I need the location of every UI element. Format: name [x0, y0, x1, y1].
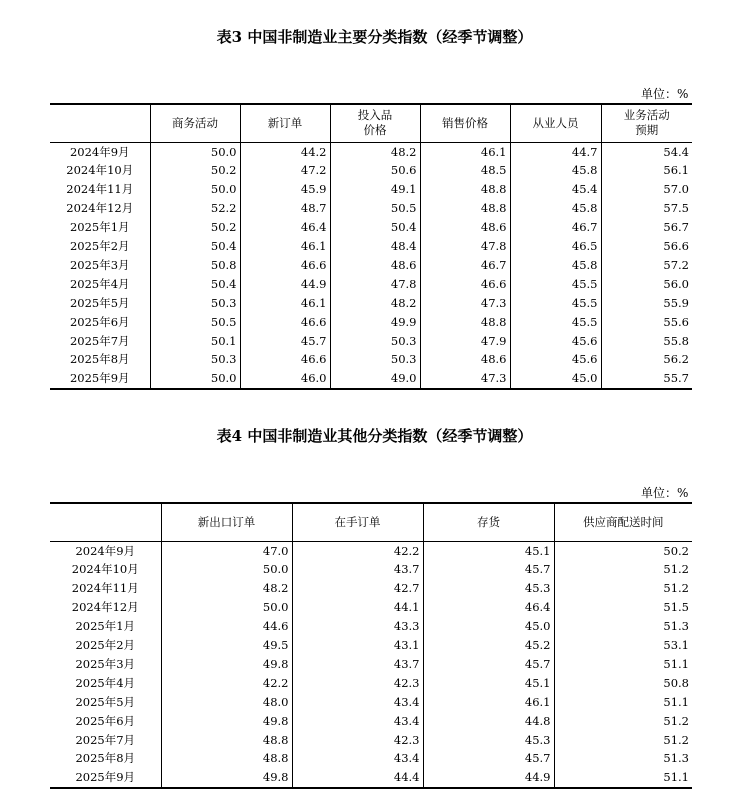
table-cell-value: 50.4 — [150, 237, 240, 256]
table4-header-supplier-delivery-time: 供应商配送时间 — [554, 503, 692, 541]
table-cell-value: 49.1 — [330, 180, 420, 199]
table-cell-value: 47.9 — [420, 332, 510, 351]
table-cell-value: 44.9 — [240, 275, 330, 294]
table-cell-value: 45.1 — [423, 541, 554, 560]
table-cell-value: 45.7 — [240, 332, 330, 351]
table-cell-value: 45.8 — [510, 199, 601, 218]
table-cell-value: 45.5 — [510, 294, 601, 313]
table-cell-value: 47.3 — [420, 369, 510, 389]
table-cell-value: 43.4 — [292, 749, 423, 768]
table-cell-value: 48.2 — [330, 142, 420, 161]
table-cell-value: 56.6 — [601, 237, 692, 256]
table-row — [50, 350, 692, 369]
table-cell-value: 46.6 — [240, 256, 330, 275]
table-row — [50, 541, 692, 560]
table-cell-value: 45.6 — [510, 350, 601, 369]
table-cell-value: 44.2 — [240, 142, 330, 161]
row-label-month: 2025年7月 — [75, 732, 136, 747]
table-cell-value: 44.8 — [423, 712, 554, 731]
table-row — [50, 560, 692, 579]
table-cell-value: 49.9 — [330, 313, 420, 332]
table-cell-value: 45.0 — [423, 617, 554, 636]
table-cell-value: 50.3 — [330, 350, 420, 369]
table-cell-value: 46.1 — [240, 294, 330, 313]
table-cell-value: 48.6 — [420, 350, 510, 369]
table-cell-value: 45.5 — [510, 275, 601, 294]
table-row — [50, 712, 692, 731]
table-cell-value: 44.4 — [292, 768, 423, 788]
table-cell-value: 50.3 — [150, 350, 240, 369]
table-cell-value: 42.3 — [292, 674, 423, 693]
table-cell-value: 47.8 — [330, 275, 420, 294]
row-label-month: 2024年12月 — [71, 600, 139, 615]
row-label-month: 2025年1月 — [69, 220, 130, 235]
table-cell-value: 51.5 — [554, 598, 692, 617]
table-row — [50, 332, 692, 351]
table-row — [50, 369, 692, 389]
table-cell-value: 50.2 — [150, 218, 240, 237]
row-label-month: 2025年5月 — [75, 694, 136, 709]
table-cell-value: 50.0 — [150, 369, 240, 389]
table-row — [50, 655, 692, 674]
table-cell-value: 48.6 — [330, 256, 420, 275]
table-cell-value: 50.6 — [330, 161, 420, 180]
table-cell-value: 50.0 — [150, 180, 240, 199]
table-cell-value: 55.9 — [601, 294, 692, 313]
table-cell-value: 49.0 — [330, 369, 420, 389]
table-cell-value: 46.6 — [240, 350, 330, 369]
row-label-month: 2024年12月 — [66, 201, 134, 216]
table4-header-inventory: 存货 — [423, 503, 554, 541]
table-cell-value: 47.8 — [420, 237, 510, 256]
table-cell-value: 45.1 — [423, 674, 554, 693]
table-row — [50, 180, 692, 199]
table-cell-value: 47.0 — [161, 541, 292, 560]
table-row — [50, 731, 692, 750]
table-cell-value: 45.7 — [423, 560, 554, 579]
table4-title: 表4 中国非制造业其他分类指数（经季节调整） — [216, 427, 533, 445]
table-cell-value: 48.6 — [420, 218, 510, 237]
table-cell-value: 43.7 — [292, 655, 423, 674]
table4 — [50, 502, 692, 789]
table-cell-value: 49.8 — [161, 712, 292, 731]
table-row — [50, 617, 692, 636]
table-cell-value: 45.7 — [423, 655, 554, 674]
table-cell-value: 43.7 — [292, 560, 423, 579]
table-cell-value: 45.2 — [423, 636, 554, 655]
table-cell-value: 50.3 — [150, 294, 240, 313]
table-row — [50, 598, 692, 617]
table-cell-value: 51.3 — [554, 617, 692, 636]
table-cell-value: 50.8 — [554, 674, 692, 693]
row-label-month: 2025年7月 — [69, 333, 130, 348]
table-cell-value: 42.7 — [292, 579, 423, 598]
row-label-month: 2025年3月 — [75, 656, 136, 671]
table-cell-value: 45.7 — [423, 749, 554, 768]
table-cell-value: 46.5 — [510, 237, 601, 256]
table-cell-value: 50.5 — [330, 199, 420, 218]
table-row — [50, 199, 692, 218]
row-label-month: 2025年6月 — [75, 713, 136, 728]
table-cell-value: 45.6 — [510, 332, 601, 351]
row-label-month: 2025年3月 — [69, 257, 130, 272]
table3-header-business-expectations — [601, 104, 692, 142]
table-cell-value: 44.6 — [161, 617, 292, 636]
table-row — [50, 294, 692, 313]
table-cell-value: 46.6 — [420, 275, 510, 294]
table-cell-value: 50.4 — [150, 275, 240, 294]
row-label-month: 2024年10月 — [66, 163, 134, 178]
table-cell-value: 48.7 — [240, 199, 330, 218]
header-text: 投入品 价格 — [357, 108, 393, 138]
table-cell-value: 46.0 — [240, 369, 330, 389]
table-row — [50, 693, 692, 712]
table-cell-value: 45.3 — [423, 579, 554, 598]
table3-header-business-activity: 商务活动 — [150, 104, 240, 142]
table-cell-value: 50.0 — [161, 598, 292, 617]
table-cell-value: 45.3 — [423, 731, 554, 750]
table4-unit-label: 单位：% — [641, 486, 689, 500]
table-cell-value: 48.8 — [420, 313, 510, 332]
table-row — [50, 256, 692, 275]
table-cell-value: 56.2 — [601, 350, 692, 369]
table-cell-value: 48.2 — [161, 579, 292, 598]
table3-title: 表3 中国非制造业主要分类指数（经季节调整） — [216, 28, 533, 46]
table-cell-value: 46.1 — [420, 142, 510, 161]
table-cell-value: 49.8 — [161, 768, 292, 788]
table-cell-value: 57.2 — [601, 256, 692, 275]
table-row — [50, 749, 692, 768]
table-cell-value: 51.2 — [554, 560, 692, 579]
table-cell-value: 57.5 — [601, 199, 692, 218]
table-cell-value: 51.2 — [554, 579, 692, 598]
table-cell-value: 42.3 — [292, 731, 423, 750]
table-cell-value: 50.4 — [330, 218, 420, 237]
row-label-month: 2025年8月 — [75, 751, 136, 766]
table-row — [50, 313, 692, 332]
table-cell-value: 48.8 — [161, 749, 292, 768]
table-cell-value: 50.1 — [150, 332, 240, 351]
table3-header-sales-prices: 销售价格 — [420, 104, 510, 142]
table-cell-value: 43.4 — [292, 693, 423, 712]
table-row — [50, 237, 692, 256]
table4-header-corner — [50, 503, 161, 541]
row-label-month: 2025年9月 — [50, 768, 161, 788]
table-cell-value: 50.5 — [150, 313, 240, 332]
table-cell-value: 47.2 — [240, 161, 330, 180]
table3-header-corner — [50, 104, 150, 142]
table-cell-value: 56.7 — [601, 218, 692, 237]
row-label-month: 2024年11月 — [66, 182, 134, 197]
table-cell-value: 50.2 — [554, 541, 692, 560]
row-label-month: 2024年9月 — [69, 144, 130, 159]
table-cell-value: 55.8 — [601, 332, 692, 351]
row-label-month: 2025年1月 — [75, 619, 136, 634]
table-cell-value: 45.9 — [240, 180, 330, 199]
table-cell-value: 48.4 — [330, 237, 420, 256]
table-cell-value: 48.0 — [161, 693, 292, 712]
table-cell-value: 50.2 — [150, 161, 240, 180]
table-cell-value: 44.7 — [510, 142, 601, 161]
table-cell-value: 51.2 — [554, 712, 692, 731]
row-label-month: 2025年6月 — [69, 314, 130, 329]
table-cell-value: 44.1 — [292, 598, 423, 617]
table-cell-value: 43.3 — [292, 617, 423, 636]
table-cell-value: 48.8 — [420, 180, 510, 199]
table-row — [50, 579, 692, 598]
table-cell-value: 51.3 — [554, 749, 692, 768]
table-cell-value: 46.6 — [240, 313, 330, 332]
table4-header-new-export-orders: 新出口订单 — [161, 503, 292, 541]
table-cell-value: 48.8 — [420, 199, 510, 218]
table-cell-value: 49.8 — [161, 655, 292, 674]
table-cell-value: 46.7 — [510, 218, 601, 237]
table3-unit-label: 单位：% — [641, 87, 689, 101]
row-label-month: 2025年5月 — [69, 295, 130, 310]
table-cell-value: 46.4 — [423, 598, 554, 617]
table-row — [50, 142, 692, 161]
table-cell-value: 52.2 — [150, 199, 240, 218]
table-cell-value: 45.8 — [510, 161, 601, 180]
table-row — [50, 636, 692, 655]
table-cell-value: 55.6 — [601, 313, 692, 332]
table-cell-value: 50.0 — [150, 142, 240, 161]
table3-header-employment: 从业人员 — [510, 104, 601, 142]
table-cell-value: 49.5 — [161, 636, 292, 655]
row-label-month: 2025年9月 — [50, 369, 150, 389]
table-row — [50, 768, 692, 788]
table-cell-value: 45.5 — [510, 313, 601, 332]
table-cell-value: 50.0 — [161, 560, 292, 579]
table-cell-value: 45.8 — [510, 256, 601, 275]
row-label-month: 2025年2月 — [75, 638, 136, 653]
table-cell-value: 56.0 — [601, 275, 692, 294]
table-cell-value: 47.3 — [420, 294, 510, 313]
table-row — [50, 161, 692, 180]
table-cell-value: 46.1 — [240, 237, 330, 256]
table-cell-value: 51.1 — [554, 693, 692, 712]
table-cell-value: 42.2 — [292, 541, 423, 560]
table3 — [50, 103, 692, 390]
table-cell-value: 43.1 — [292, 636, 423, 655]
table-cell-value: 44.9 — [423, 768, 554, 788]
row-label-month: 2024年9月 — [75, 543, 136, 558]
row-label-month: 2024年10月 — [71, 562, 139, 577]
table-cell-value: 43.4 — [292, 712, 423, 731]
table-row — [50, 218, 692, 237]
table-cell-value: 57.0 — [601, 180, 692, 199]
table-cell-value: 48.8 — [161, 731, 292, 750]
table-cell-value: 51.1 — [554, 655, 692, 674]
table-cell-value: 48.5 — [420, 161, 510, 180]
table-cell-value: 55.7 — [601, 369, 692, 389]
table-row — [50, 275, 692, 294]
table-row — [50, 674, 692, 693]
table-cell-value: 42.2 — [161, 674, 292, 693]
row-label-month: 2025年4月 — [69, 276, 130, 291]
table-cell-value: 46.1 — [423, 693, 554, 712]
table-cell-value: 45.0 — [510, 369, 601, 389]
table-cell-value: 48.2 — [330, 294, 420, 313]
table-cell-value: 45.4 — [510, 180, 601, 199]
table-cell-value: 51.1 — [554, 768, 692, 788]
table3-header-new-orders: 新订单 — [240, 104, 330, 142]
header-text: 业务活动 预期 — [623, 108, 670, 138]
table-cell-value: 56.1 — [601, 161, 692, 180]
row-label-month: 2025年4月 — [75, 675, 136, 690]
table-cell-value: 50.8 — [150, 256, 240, 275]
row-label-month: 2024年11月 — [71, 581, 139, 596]
table-cell-value: 53.1 — [554, 636, 692, 655]
table-cell-value: 46.7 — [420, 256, 510, 275]
table-cell-value: 54.4 — [601, 142, 692, 161]
table-cell-value: 51.2 — [554, 731, 692, 750]
table-cell-value: 46.4 — [240, 218, 330, 237]
row-label-month: 2025年2月 — [69, 239, 130, 254]
table-cell-value: 50.3 — [330, 332, 420, 351]
table4-header-backlog-orders: 在手订单 — [292, 503, 423, 541]
row-label-month: 2025年8月 — [69, 352, 130, 367]
table3-header-input-prices — [330, 104, 420, 142]
